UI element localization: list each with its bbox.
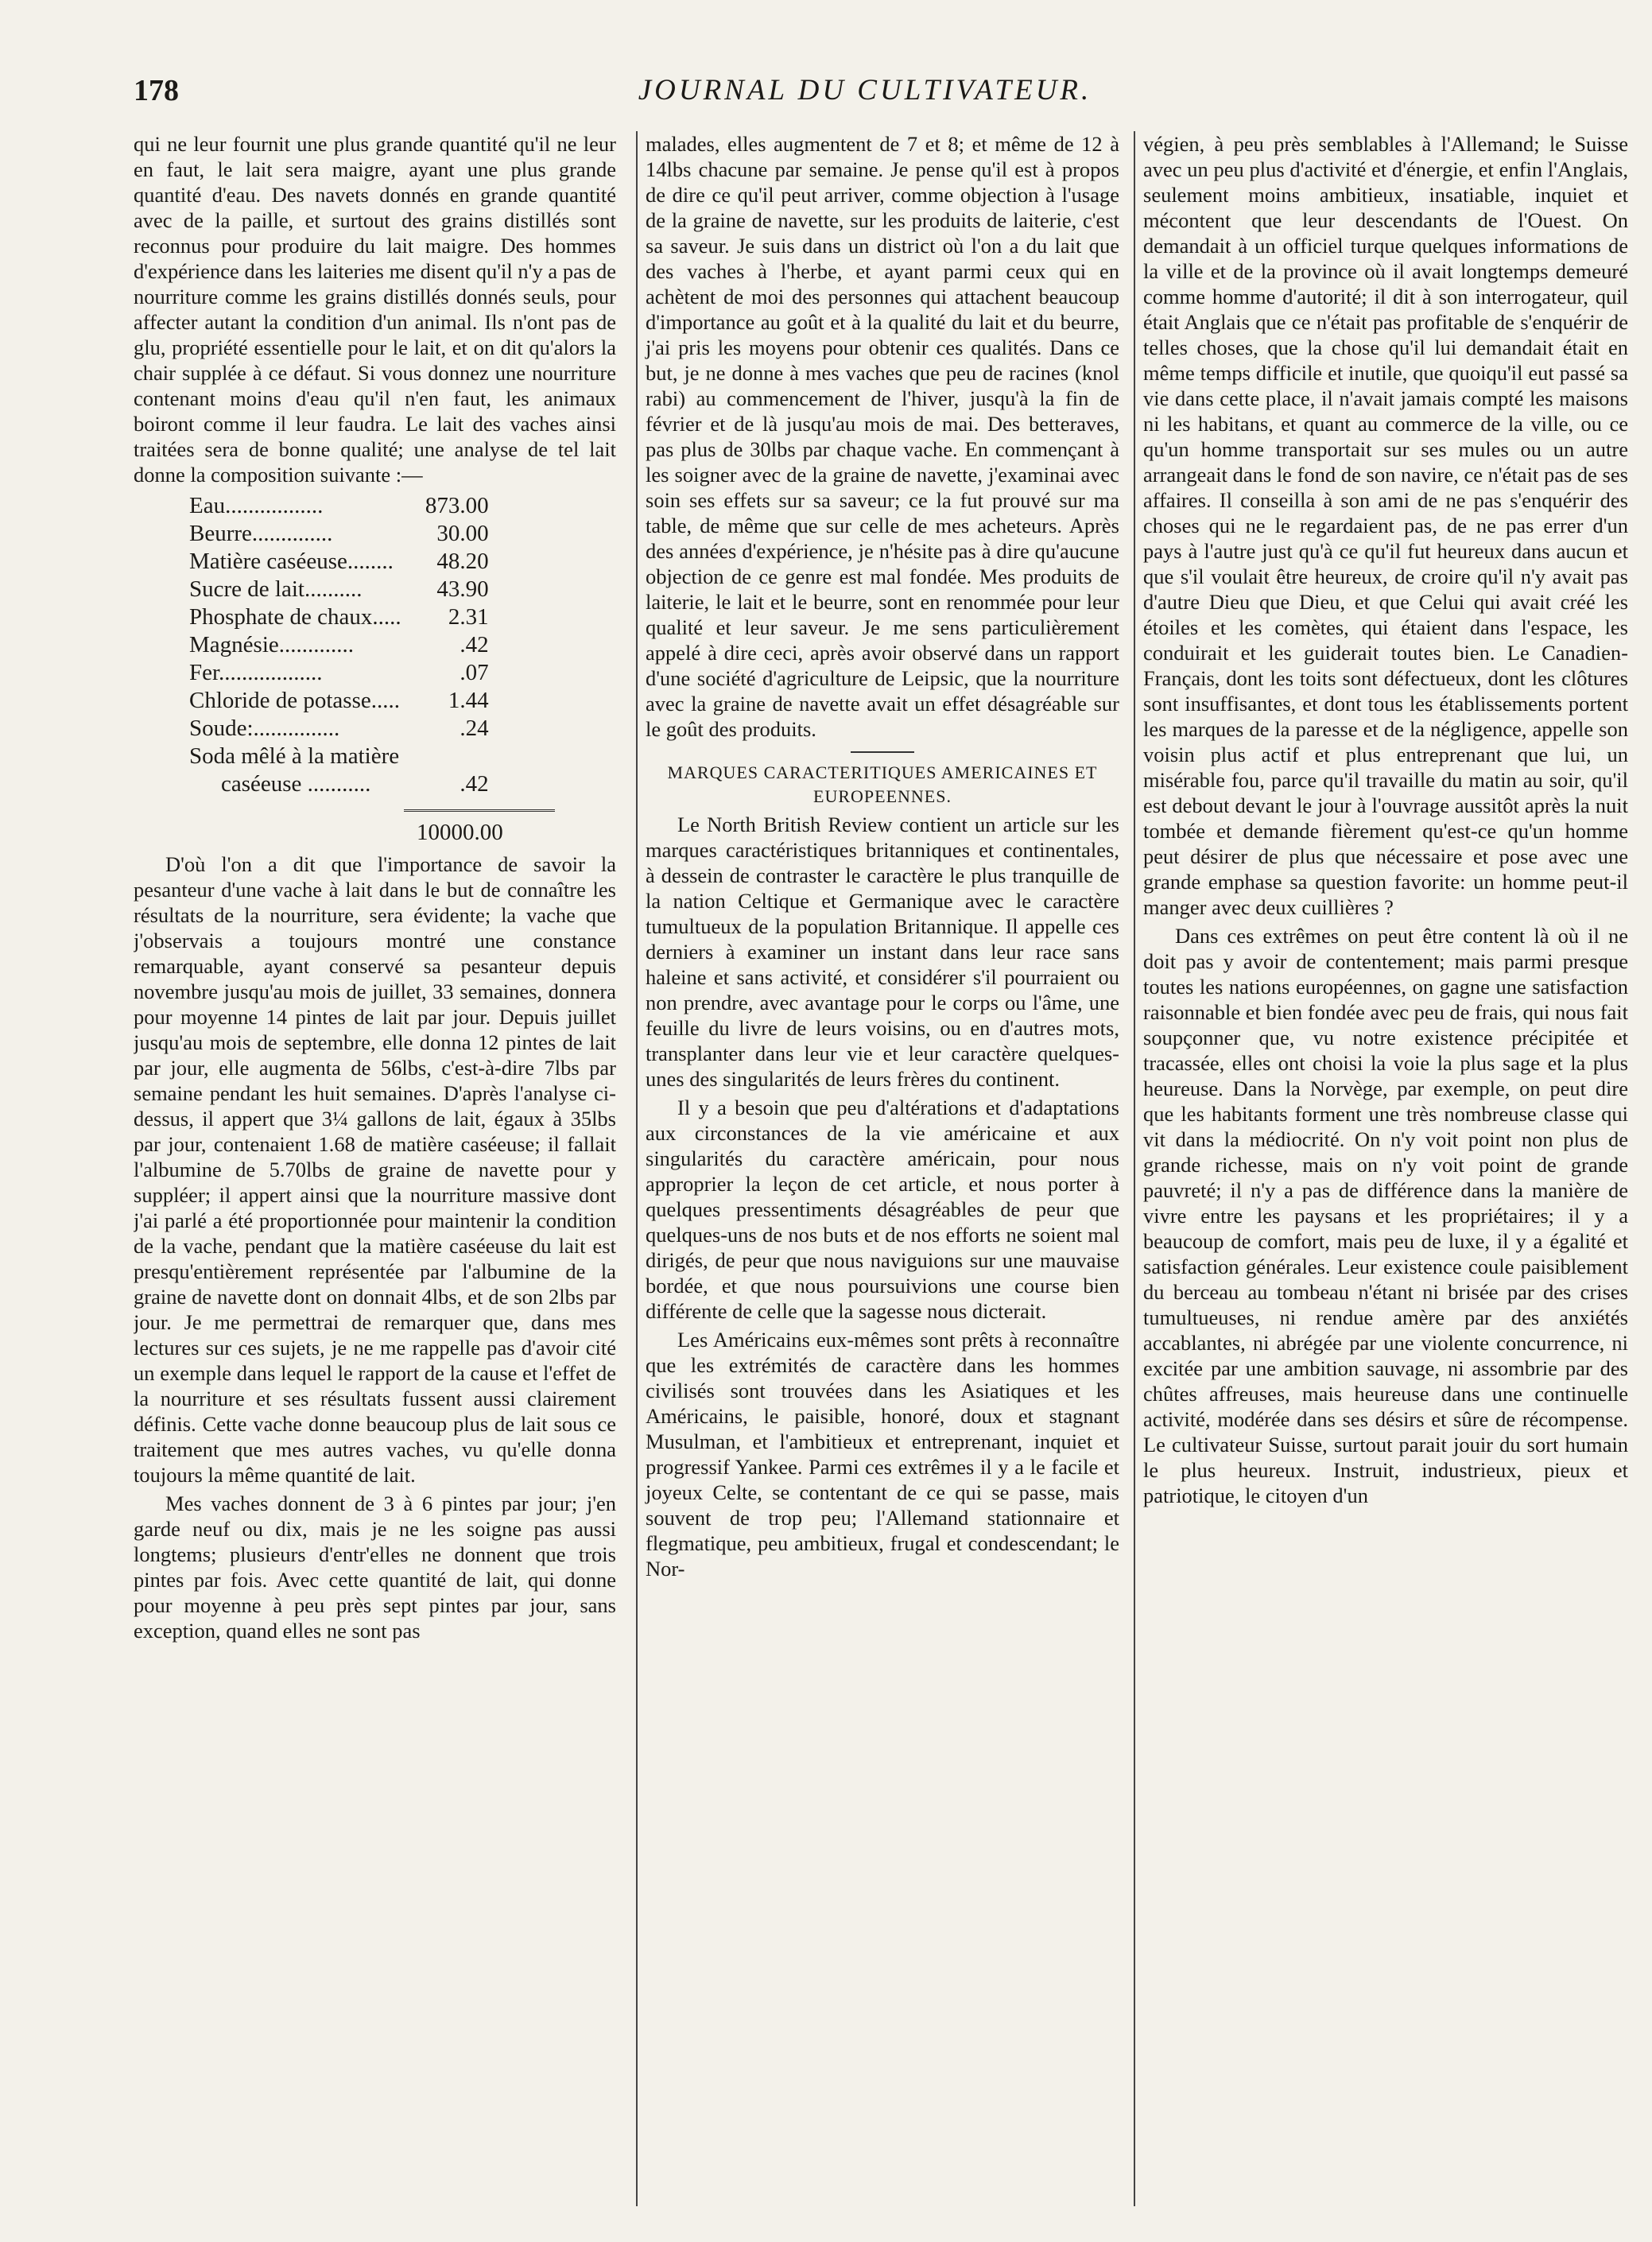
analysis-value: 873.00	[425, 493, 489, 518]
analysis-value: 1.44	[448, 688, 489, 713]
analysis-value	[401, 743, 489, 770]
analysis-row	[189, 687, 489, 715]
column-right	[1134, 131, 1628, 2206]
analysis-row	[189, 715, 489, 743]
analysis-total: 10000.00	[417, 820, 503, 845]
analysis-value: .07	[460, 660, 489, 685]
analysis-row	[189, 492, 489, 520]
analysis-value: 2.31	[448, 604, 489, 630]
analysis-component: Matière caséeuse........	[189, 549, 394, 574]
analysis-value: .24	[460, 716, 489, 741]
analysis-component: Chloride de potasse.....	[189, 688, 400, 713]
analysis-row	[189, 770, 489, 798]
paragraph: Il y a besoin que peu d'altérations et d'adaptations aux circonstances de la vie américaine et aux singularités du caractère américain, pour nous approprier la leçon de cet article, et nous porter à quelques pressentiments désagréables de peur que quelques-uns de nos buts et de nos efforts ne soient mal dirigés, de peur que nous naviguions sur une mauvaise bordée, et que nous poursuivions une course bien différente de celle que la sagesse nous dicterait.	[646, 1096, 1119, 1323]
analysis-component: Magnésie.............	[189, 632, 354, 657]
analysis-value: 30.00	[436, 521, 489, 546]
analysis-component: Fer..................	[189, 660, 323, 685]
analysis-component: Eau.................	[189, 493, 324, 518]
analysis-value: .42	[460, 771, 489, 797]
milk-analysis-table	[189, 492, 489, 798]
section-title: MARQUES CARACTERITIQUES AMERICAINES ET EUROPEENNES.	[667, 762, 1098, 806]
analysis-value: .42	[460, 632, 489, 657]
analysis-value: 43.90	[436, 576, 489, 602]
analysis-component: Phosphate de chaux.....	[189, 604, 401, 630]
paragraph: malades, elles augmentent de 7 et 8; et même de 12 à 14lbs chacune par semaine. Je pense qu'il est à propos de dire ce qu'il peut arriver, comme objection à l'usage de la graine de navette, sur les produits de laiterie, c'est sa saveur. Je suis dans un district où l'on a du lait que des vaches à l'herbe, et ayant parmi ceux qui en achètent de moi des personnes qui attachent beaucoup d'importance au goût et à la qualité du lait et du beurre, j'ai pris les moyens pour obtenir ces qualités. Dans ce but, je ne donne à mes vaches que peu de racines (knol rabi) au commencement de l'hiver, jusqu'à la fin de février et de là jusqu'au mois de mai. Des betteraves, pas plus de 30lbs par chaque vache. En commençant à les soigner avec de la graine de navette, j'examinai avec soin ses effets sur sa saveur; ce la fut prouvé sur ma table, de même que sur celle de mes acheteurs. Après des années d'expérience, je n'hésite pas à dire qu'aucune objection de ce genre est mal fondée. Mes produits de laiterie, le lait et le beurre, sont en renommée pour leur qualité et leur saveur. Je me sens particulièrement appelé à dire ceci, après avoir observé dans un rapport d'une société d'agriculture de Leipsic, que la nourriture avec la graine de navette avait un effet désagréable sur le goût des produits.	[646, 132, 1119, 741]
analysis-component: Beurre..............	[189, 521, 333, 546]
analysis-component: Soda mêlé à la matière	[189, 743, 400, 769]
paragraph: qui ne leur fournit une plus grande quantité qu'il ne leur en faut, le lait sera maigre, ayant une plus grande quantité d'eau. Des navets donnés en grande quantité avec de la paille, et surtout des grains distillés sont reconnus pour produire du lait maigre. Des hommes d'expérience dans les laiteries me disent qu'il n'y a pas de nourriture comme les grains distillés donnés seuls, pour affecter autant la condition d'un animal. Ils n'ont pas de glu, propriété essentielle pour le lait, et on dit qu'alors la chair supplée à ce défaut. Si vous donnez une nourriture contenant moins d'eau qu'il n'en faut, les animaux boiront comme il leur faudra. Le lait des vaches ainsi traitées sera de bonne qualité; une analyse de tel lait donne la composition suivante :—	[134, 132, 616, 487]
analysis-component: caséeuse ...........	[221, 771, 371, 797]
analysis-row	[189, 631, 489, 659]
journal-title: JOURNAL DU CULTIVATEUR.	[638, 74, 1092, 107]
section-divider	[851, 751, 914, 753]
paragraph: Les Américains eux-mêmes sont prêts à reconnaître que les extrémités de caractère dans les hommes civilisés sont trouvées dans les Asiatiques et les Américains, le paisible, honoré, doux et stagnant Musulman, et l'ambitieux et entreprenant, inquiet et progressif Yankee. Parmi ces extrêmes il y a le facile et joyeux Celte, se contentant de ce qui se passe, mais souvent de trop peu; l'Allemand stationnaire et flegmatique, peu ambitieux, frugal et condescendant; le Nor-	[646, 1328, 1119, 1581]
analysis-row	[189, 520, 489, 548]
page-number: 178	[134, 74, 179, 107]
text-columns	[134, 131, 1636, 2206]
analysis-row	[189, 603, 489, 631]
paragraph: Le North British Review contient un article sur les marques caractéristiques britanniques et continentales, à dessein de contraster le caractère le plus tranquille de la nation Celtique et Germanique avec le caractère tumultueux de la population Britannique. Il appelle ces derniers à examiner un instant dans leur race sans haleine et sans activité, et considérer s'il pourraient ou non prendre, avec avantage pour le corps ou l'âme, une feuille du livre de leurs voisins, ou en d'autres mots, transplanter dans leur vie et leur caractère quelques-unes des singularités de leurs frères du continent.	[646, 813, 1119, 1091]
page-header	[134, 73, 1596, 121]
paragraph: Dans ces extrêmes on peut être content là où il ne doit pas y avoir de contentement; mais parmi presque toutes les nations européennes, on gagne une satisfaction raisonnable et bien fondée avec peu de frais, qui nous fait soupçonner que, vu notre existence précipitée et tracassée, elles ont choisi la voie la plus sage et la plus heureuse. Dans la Norvège, par exemple, on peut dire que les habitants forment une très nombreuse classe qui vit dans la médiocrité. On n'y voit point non plus de grande richesse, mais on n'y voit point de grande pauvreté; il n'y a pas de différence dans la manière de vivre entre les paysans et les propriétaires; il y a beaucoup de comfort, mais peu de luxe, il y a égalité et satisfaction générales. Leur existence coule paisiblement du berceau au tombeau n'étant ni brisée par des crises tumultueuses, ni rendue amère par des anxiétés accablantes, ni abrégée par une violente concurrence, ni excitée par une ambition sauvage, ni assombrie par des chûtes affreuses, mais heureuse dans une continuelle activité, modérée dans ses désirs et sûre de récompense. Le cultivateur Suisse, surtout parait jouir du sort humain le plus heureux. Instruit, industrieux, pieux et patriotique, le citoyen d'un	[1143, 924, 1628, 1507]
analysis-row	[189, 659, 489, 687]
analysis-row	[189, 576, 489, 603]
total-rule	[404, 809, 555, 812]
paragraph: D'où l'on a dit que l'importance de savoir la pesanteur d'une vache à lait dans le but de connaître les résultats de la nourriture, sera évidente; la vache que j'observais a toujours montré une constance remarquable, ayant conservé sa pesanteur depuis novembre jusqu'au mois de juillet, 33 semaines, donnera pour moyenne 14 pintes de lait par jour. Depuis juillet jusqu'au mois de septembre, elle donna 12 pintes de lait par jour, elle augmenta de 56lbs, c'est-à-dire 7lbs par semaine pendant les huit semaines. D'après l'analyse ci-dessus, il appert que 3¼ gallons de lait, égaux à 35lbs par jour, contenaient 1.68 de matière caséeuse; il fallait l'albumine de 5.70lbs de graine de navette pour y suppléer; il appert ainsi que la nourriture massive dont j'ai parlé a été proportionnée pour maintenir la condition de la vache, pendant que la matière caséeuse du lait est presqu'entièrement représentée par l'albumine de la graine de navette dont on donnait 4lbs, et de son 2lbs par jour. Je me permettrai de remarquer que, dans mes lectures sur ces sujets, je ne me rappelle pas d'avoir cité un exemple dans lequel le rapport de la cause et l'effet de la nourriture et ses résultats fussent aussi clairement définis. Cette vache donne beaucoup plus de lait sous ce traitement que mes autres vaches, vu qu'elle donna toujours la même quantité de lait.	[134, 852, 616, 1487]
column-middle	[636, 131, 1119, 2206]
paragraph: végien, à peu près semblables à l'Allemand; le Suisse avec un peu plus d'activité et d'énergie, et enfin l'Anglais, seulement moins ambitieux, insatiable, inquiet et mécontent que leur descendants de l'Ouest. On demandait à un officiel turque quelques informations de la ville et de la province où il avait longtemps demeuré comme homme d'autorité; il dit à son interrogateur, quil était Anglais que ce n'était pas profitable de s'enquérir de telles choses, que la chose qu'il lui demandait était en même temps difficile et inutile, que quoiqu'il eut passé sa vie dans cette place, il n'avait jamais compté les maisons ni les habitans, et quant au commerce de la ville, ou ce qu'un homme transportait sur ses mules ou un autre arrangeait dans le fond de son navire, ce n'était pas de ses affaires. Il conseilla à son ami de ne pas s'enquérir des choses qui ne le regardaient pas, de ne pas errer d'un pays à l'autre just qu'à ce qu'il fut heureux dans aucun et que s'il voulait être heureux, de croire qu'il n'y avait pas d'autre Dieu que Dieu, et que Celui qui avait créé les étoiles et les comètes, qui étaient dans l'espace, les conduirait et les guiderait toutes bien. Le Canadien-Français, dont les toits sont défectueux, dont les clôtures sont insuffisantes, et dont tous les établissements portent les marques de la paresse et de la négligence, appelle son voisin plus actif et plus entreprenant que lui, un misérable fou, parce qu'il travaille du matin au soir, qu'il est debout devant le jour à l'ouvrage aussitôt après la nuit tombée et demande fièrement qu'est-ce qu'un homme peut désirer de plus que nécessaire et pose avec une grande emphase sa question favorite: un homme peut-il manger avec deux cuillières ?	[1143, 132, 1628, 919]
column-left	[134, 131, 616, 2206]
paragraph: Mes vaches donnent de 3 à 6 pintes par jour; j'en garde neuf ou dix, mais je ne les soigne pas aussi longtems; plusieurs d'entr'elles ne donnent que trois pintes par fois. Avec cette quantité de lait, qui donne pour moyenne à peu près sept pintes par jour, sans exception, quand elles ne sont pas	[134, 1491, 616, 1643]
analysis-component: Sucre de lait..........	[189, 576, 363, 602]
analysis-row	[189, 743, 489, 770]
analysis-row	[189, 548, 489, 576]
analysis-value: 48.20	[436, 549, 489, 574]
analysis-component: Soude:...............	[189, 716, 340, 741]
